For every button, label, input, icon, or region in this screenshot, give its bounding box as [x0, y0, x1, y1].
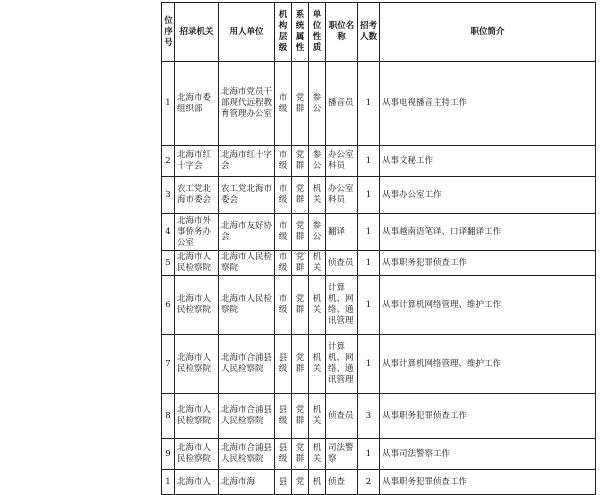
cell-nature-text: 机关: [312, 443, 322, 464]
cell-count: 3: [358, 394, 380, 439]
cell-seq: 8: [162, 394, 175, 439]
cell-post: 司法警察: [326, 439, 358, 470]
cell-level-text: 市级: [278, 294, 288, 315]
cell-unit: 北海市红十字会: [219, 146, 275, 177]
cell-level: [275, 394, 292, 439]
cell-system: [292, 335, 309, 394]
cell-level: [275, 251, 292, 276]
cell-count: 1: [358, 177, 380, 214]
cell-unit: 北海市人民检察院: [219, 276, 275, 335]
cell-count: 1: [358, 251, 380, 276]
cell-dept: 北海市人民检察院: [175, 251, 219, 276]
cell-count: 2: [358, 470, 380, 495]
cell-unit: 北海市海: [219, 470, 275, 495]
table-row: [162, 146, 596, 177]
cell-post: 办公室科员: [326, 177, 358, 214]
cell-unit: 北海市党员干部现代远程教育管理办公室: [219, 62, 275, 146]
cell-level-text: 市级: [278, 150, 288, 171]
table-row: [162, 214, 596, 251]
header-dept: 招录机关: [175, 3, 219, 62]
cell-post: 办公室科员: [326, 146, 358, 177]
table-row: [162, 335, 596, 394]
cell-system-text: 党群: [295, 252, 305, 273]
cell-system: [292, 214, 309, 251]
cell-nature: [309, 439, 326, 470]
cell-intro: 从事办公室工作: [380, 177, 596, 214]
cell-intro: 从事文秘工作: [380, 146, 596, 177]
cell-dept: 北海市人民检察院: [175, 276, 219, 335]
cell-level-text: 市级: [278, 92, 288, 114]
cell-system: [292, 177, 309, 214]
cell-nature: [309, 62, 326, 146]
header-unit: 用人单位: [219, 3, 275, 62]
cell-system-text: 党群: [295, 184, 305, 205]
cell-seq: 5: [162, 251, 175, 276]
cell-level-text: 市级: [278, 221, 288, 242]
cell-system-text: 党群: [295, 92, 305, 114]
cell-system: 党: [292, 470, 309, 495]
cell-post: 翻译: [326, 214, 358, 251]
table-row: [162, 177, 596, 214]
cell-system-text: 党群: [295, 353, 305, 374]
header-system-label: 系统属性: [295, 10, 305, 53]
table-row: [162, 276, 596, 335]
cell-dept: 北海市红十字会: [175, 146, 219, 177]
cell-unit: 北海市合浦县人民检察院: [219, 335, 275, 394]
cell-nature-text: 机关: [312, 294, 322, 315]
cell-level: 县: [275, 470, 292, 495]
cell-post: 侦查员: [326, 251, 358, 276]
cell-intro: 从事职务犯罪侦查工作: [380, 470, 596, 495]
cell-count: 1: [358, 214, 380, 251]
header-seq: [162, 3, 175, 62]
table-row: [162, 470, 596, 495]
cell-count: 1: [358, 146, 380, 177]
cell-level: [275, 214, 292, 251]
cell-level: [275, 439, 292, 470]
cell-dept: 北海市人: [175, 470, 219, 495]
cell-intro: 从事计算机网络管理、维护工作: [380, 335, 596, 394]
cell-intro: 从事司法警察工作: [380, 439, 596, 470]
cell-seq: 3: [162, 177, 175, 214]
cell-level-text: 县级: [278, 443, 288, 464]
header-intro: 职位简介: [380, 3, 596, 62]
cell-system-text: 党群: [295, 443, 305, 464]
cell-system: [292, 276, 309, 335]
cell-post: 侦查员: [326, 394, 358, 439]
cell-post: 计算机、网络、通讯管理: [326, 276, 358, 335]
cell-nature-text: 机关: [312, 184, 322, 205]
cell-level: [275, 335, 292, 394]
cell-seq: 2: [162, 146, 175, 177]
cell-unit: 农工党北海市委会: [219, 177, 275, 214]
cell-system-text: 党群: [295, 405, 305, 426]
cell-post: 计算机、网络、通讯管理: [326, 335, 358, 394]
cell-intro: 从事计算机网络管理、维护工作: [380, 276, 596, 335]
cell-system: [292, 251, 309, 276]
cell-seq: 4: [162, 214, 175, 251]
header-nature: [309, 3, 326, 62]
cell-nature: 机: [309, 470, 326, 495]
header-post-name: 职位名称: [326, 3, 358, 62]
cell-nature: [309, 146, 326, 177]
header-level: [275, 3, 292, 62]
cell-intro: 从事职务犯罪侦查工作: [380, 251, 596, 276]
cell-nature: [309, 251, 326, 276]
cell-level: [275, 146, 292, 177]
cell-count: 1: [358, 439, 380, 470]
cell-level-text: 市级: [278, 184, 288, 205]
recruitment-table: [161, 2, 596, 495]
table-row: [162, 394, 596, 439]
cell-unit: 北海市友好协会: [219, 214, 275, 251]
cell-system-text: 党群: [295, 221, 305, 242]
cell-nature-text: 参公: [312, 150, 322, 171]
cell-nature-text: 机关: [312, 252, 322, 273]
cell-level-text: 县级: [278, 353, 288, 374]
cell-unit: 北海市合浦县人民检察院: [219, 394, 275, 439]
header-system: [292, 3, 309, 62]
cell-intro: 从事电视播音主持工作: [380, 62, 596, 146]
cell-nature: [309, 276, 326, 335]
header-nature-label: 单位性质: [312, 10, 322, 53]
cell-unit: 北海市合浦县人民检察院: [219, 439, 275, 470]
cell-system-text: 党群: [295, 294, 305, 315]
cell-level-text: 县级: [278, 405, 288, 426]
cell-level: [275, 177, 292, 214]
cell-nature: [309, 335, 326, 394]
cell-unit: 北海市人民检察院: [219, 251, 275, 276]
cell-intro: 从事越南语笔译、口译翻译工作: [380, 214, 596, 251]
header-seq-label: 序号: [164, 26, 173, 48]
cell-level-text: 市级: [278, 252, 288, 273]
recruitment-table-sheet: [161, 2, 595, 487]
header-position-short: 位: [164, 15, 173, 26]
header-level-label: 机构层级: [278, 10, 288, 53]
cell-dept: 北海市委组织部: [175, 62, 219, 146]
cell-system-text: 党群: [295, 150, 305, 171]
table-row: [162, 439, 596, 470]
cell-nature: [309, 394, 326, 439]
cell-nature-text: 参公: [312, 221, 322, 242]
cell-system: [292, 62, 309, 146]
cell-post: 播音员: [326, 62, 358, 146]
cell-system: [292, 146, 309, 177]
cell-dept: 北海市人民检察院: [175, 335, 219, 394]
cell-nature-text: 参公: [312, 92, 322, 114]
cell-nature: [309, 214, 326, 251]
cell-count: 1: [358, 62, 380, 146]
header-count: 招考人数: [358, 3, 380, 62]
cell-count: 1: [358, 335, 380, 394]
cell-post: 侦查: [326, 470, 358, 495]
cell-intro: 从事职务犯罪侦查工作: [380, 394, 596, 439]
cell-seq: 1: [162, 62, 175, 146]
cell-seq: 7: [162, 335, 175, 394]
cell-seq: 1: [162, 470, 175, 495]
cell-level: [275, 276, 292, 335]
table-row: [162, 251, 596, 276]
cell-nature-text: 机关: [312, 353, 322, 374]
cell-system: [292, 394, 309, 439]
cell-system: [292, 439, 309, 470]
cell-dept: 北海市人民检察院: [175, 439, 219, 470]
cell-count: 1: [358, 276, 380, 335]
table-row: [162, 62, 596, 146]
cell-seq: 6: [162, 276, 175, 335]
cell-seq: 9: [162, 439, 175, 470]
cell-dept: 北海市外事侨务办公室: [175, 214, 219, 251]
header-row: [162, 3, 596, 62]
cell-nature: [309, 177, 326, 214]
cell-dept: 农工党北海市委会: [175, 177, 219, 214]
cell-level: [275, 62, 292, 146]
cell-nature-text: 机关: [312, 405, 322, 426]
cell-dept: 北海市人民检察院: [175, 394, 219, 439]
